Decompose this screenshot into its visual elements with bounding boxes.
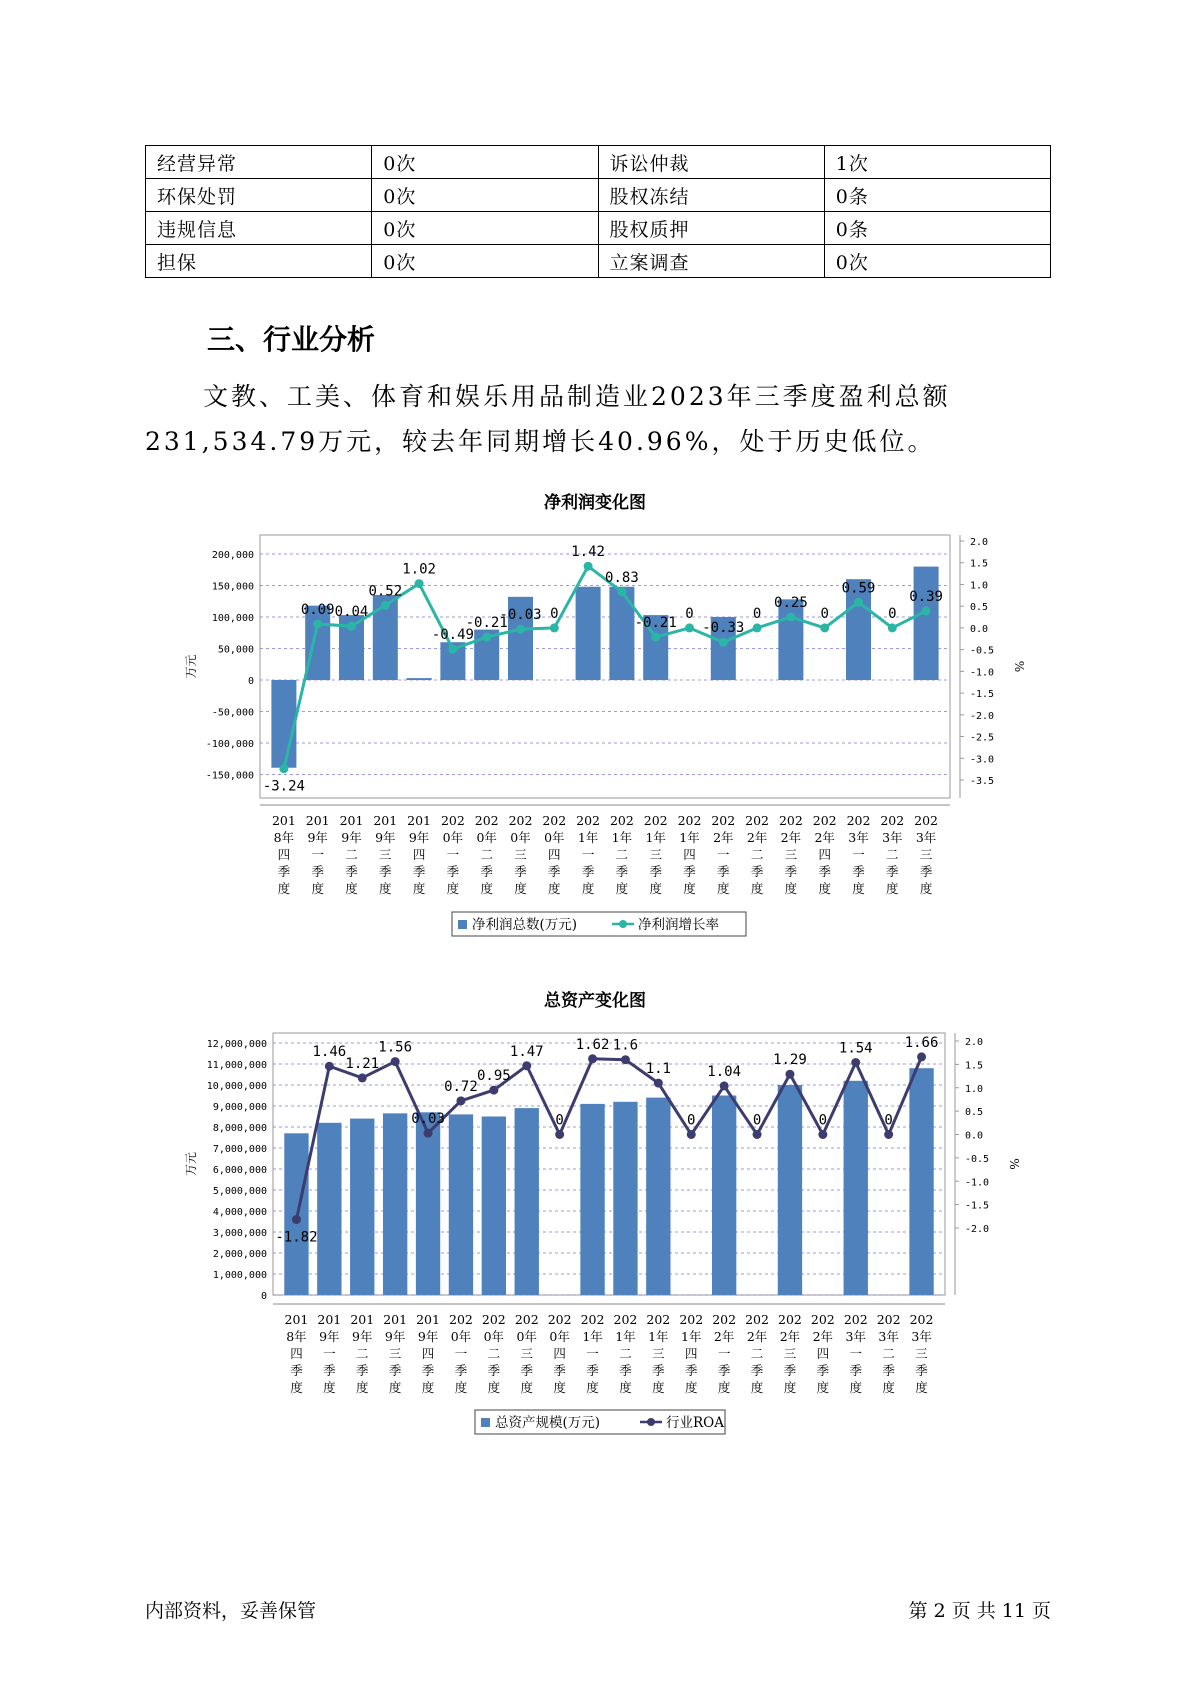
y-tick-label: -50,000: [211, 707, 254, 719]
data-label: 1.1: [645, 1061, 671, 1078]
x-tick-label: 201 8年四季度: [284, 1312, 309, 1395]
x-tick-label: 202 2年一季度: [711, 813, 736, 896]
bar: [383, 1113, 407, 1295]
risk-item-label: 股权质押: [598, 212, 824, 245]
total-assets-chart: [0, 978, 1191, 1448]
data-label: 1.02: [402, 561, 436, 578]
line-point: [685, 623, 694, 632]
risk-item-label: 立案调查: [598, 245, 824, 278]
risk-item-label: 担保: [146, 245, 372, 278]
line-point: [456, 1096, 465, 1105]
y-tick-label: -150,000: [205, 770, 254, 782]
legend-bar-label: 总资产规模(万元): [495, 1415, 601, 1431]
legend-line-label: 净利润增长率: [638, 917, 719, 933]
x-tick-label: 202 1年四季度: [679, 1312, 704, 1395]
x-tick-label: 202 0年三季度: [508, 813, 533, 896]
data-label: 0.52: [368, 583, 403, 600]
risk-item-value: 0次: [372, 212, 598, 245]
bar: [449, 1114, 473, 1295]
x-tick-label: 201 9年三季度: [383, 1312, 408, 1395]
line-point: [888, 623, 897, 632]
x-tick-label: 202 3年二季度: [880, 813, 905, 896]
bar: [271, 680, 296, 768]
x-tick-label: 202 3年三季度: [914, 813, 939, 896]
x-tick-label: 202 1年三季度: [643, 813, 668, 896]
x-tick-label: 202 2年四季度: [812, 813, 837, 896]
line-point: [687, 1130, 696, 1139]
y2-axis-label: %: [1012, 660, 1026, 673]
total-assets-chart-svg: [0, 978, 1191, 1448]
net-profit-chart: [0, 480, 1191, 950]
data-label: 1.66: [904, 1034, 939, 1051]
legend-line-marker: [647, 1418, 655, 1426]
risk-item-value: 0条: [824, 212, 1050, 245]
line-point: [482, 633, 491, 642]
data-label: 0.03: [411, 1111, 445, 1128]
line-point: [851, 1058, 860, 1067]
x-tick-label: 202 0年二季度: [481, 1312, 506, 1395]
y2-tick-label: -1.5: [970, 689, 995, 701]
footer-confidential-note: 内部资料，妥善保管: [145, 1600, 317, 1622]
data-label: 0: [884, 1112, 893, 1129]
y-tick-label: 0: [247, 676, 254, 687]
x-tick-label: 202 3年三季度: [909, 1312, 934, 1395]
bar: [712, 1096, 736, 1296]
y2-tick-label: -3.5: [970, 776, 995, 787]
y-tick-label: 12,000,000: [206, 1039, 267, 1050]
data-label: 0.83: [605, 569, 639, 586]
y2-tick-label: 1.5: [965, 1060, 984, 1072]
bar: [350, 1119, 374, 1295]
data-label: 0: [752, 1112, 762, 1129]
chart-title: 净利润变化图: [544, 493, 646, 513]
x-tick-label: 201 9年一季度: [317, 1312, 342, 1395]
line-point: [555, 1130, 564, 1139]
data-label: -0.03: [499, 607, 542, 624]
data-label: 0: [820, 605, 829, 622]
y2-tick-label: -1.0: [970, 667, 995, 679]
data-label: 0.95: [476, 1068, 511, 1085]
line-point: [347, 622, 356, 631]
x-tick-label: 202 1年二季度: [613, 1312, 638, 1395]
y-tick-label: 5,000,000: [212, 1186, 267, 1197]
line-point: [917, 1052, 926, 1061]
y-tick-label: 100,000: [211, 613, 254, 624]
bar: [909, 1068, 933, 1295]
line-point: [651, 633, 660, 642]
risk-item-value: 0次: [372, 179, 598, 212]
data-label: -0.33: [702, 620, 745, 637]
risk-item-label: 经营异常: [146, 146, 372, 179]
footer-page-number: 第 2 页 共 11 页: [908, 1600, 1051, 1622]
x-tick-label: 202 2年三季度: [778, 813, 803, 896]
risk-item-label: 违规信息: [146, 212, 372, 245]
y2-tick-label: 1.0: [970, 580, 989, 592]
chart-title: 总资产变化图: [544, 991, 646, 1011]
y-tick-label: 3,000,000: [212, 1228, 267, 1239]
data-label: 0: [818, 1112, 828, 1129]
x-tick-label: 202 0年三季度: [514, 1312, 539, 1395]
y2-tick-label: 2.0: [965, 1037, 984, 1048]
x-tick-label: 201 9年二季度: [339, 813, 364, 896]
bar: [778, 599, 803, 680]
net-profit-chart-svg: [0, 480, 1191, 950]
x-tick-label: 202 1年二季度: [609, 813, 634, 896]
y-tick-label: 6,000,000: [212, 1165, 267, 1176]
line-point: [292, 1215, 301, 1224]
bar: [482, 1117, 506, 1296]
x-tick-label: 202 1年四季度: [677, 813, 702, 896]
bar: [317, 1123, 341, 1295]
x-tick-label: 201 9年三季度: [373, 813, 398, 896]
line-point: [753, 1130, 762, 1139]
y-axis-label: 万元: [184, 654, 198, 679]
line-point: [550, 623, 559, 632]
risk-item-value: 0次: [372, 245, 598, 278]
bar: [407, 678, 432, 680]
line-point: [854, 598, 863, 607]
x-tick-label: 202 0年一季度: [449, 1312, 473, 1395]
line-point: [415, 579, 424, 588]
line-point: [720, 1081, 729, 1090]
bar: [914, 567, 939, 680]
x-tick-label: 202 3年一季度: [846, 813, 871, 896]
y-tick-label: -100,000: [205, 739, 254, 750]
y-tick-label: 7,000,000: [212, 1144, 267, 1155]
line-point: [279, 764, 288, 773]
bar: [613, 1102, 637, 1295]
x-tick-label: 202 1年一季度: [580, 1312, 605, 1395]
x-tick-label: 201 8年四季度: [271, 813, 296, 896]
line-point: [489, 1086, 498, 1095]
data-label: 0: [555, 1112, 564, 1129]
bar: [576, 587, 601, 680]
data-label: 0: [687, 1112, 696, 1129]
x-tick-label: 202 0年二季度: [474, 813, 499, 896]
y2-tick-label: 0.0: [970, 623, 989, 635]
y2-tick-label: 1.0: [965, 1083, 984, 1095]
legend-bar-swatch: [481, 1418, 490, 1427]
data-label: 1.47: [509, 1043, 544, 1060]
industry-analysis-paragraph: 文教、工美、体育和娱乐用品制造业2023年三季度盈利总额231,534.79万元，较去年同期增长40.96%，处于历史低位。: [145, 382, 951, 456]
data-label: 0: [888, 605, 897, 622]
x-tick-label: 202 0年四季度: [547, 1312, 572, 1395]
y-tick-label: 200,000: [211, 550, 254, 561]
x-tick-label: 201 9年四季度: [416, 1312, 440, 1395]
data-label: 1.04: [707, 1063, 742, 1080]
line-point: [588, 1054, 597, 1063]
bar: [515, 1108, 539, 1295]
data-label: 0: [550, 605, 559, 622]
legend-bar-label: 净利润总数(万元): [472, 917, 578, 933]
data-label: 1.42: [571, 544, 605, 561]
line-point: [786, 613, 795, 622]
line-point: [391, 1057, 400, 1066]
line-point: [584, 562, 593, 571]
line-point: [719, 638, 728, 647]
line-point: [358, 1073, 367, 1082]
x-tick-label: 202 2年二季度: [745, 813, 770, 896]
data-label: 0: [752, 605, 762, 622]
line-point: [424, 1129, 433, 1138]
data-label: -0.21: [634, 615, 677, 632]
line-point: [785, 1070, 794, 1079]
bar: [844, 1081, 868, 1295]
y-tick-label: 8,000,000: [212, 1123, 267, 1134]
risk-summary-table: [145, 145, 1051, 278]
legend-line-marker: [619, 920, 627, 928]
y-tick-label: 11,000,000: [206, 1060, 267, 1071]
y-tick-label: 1,000,000: [212, 1270, 267, 1281]
data-label: -1.82: [275, 1229, 318, 1246]
risk-item-label: 股权冻结: [598, 179, 824, 212]
legend-bar-swatch: [458, 920, 467, 929]
data-label: 0.59: [841, 580, 876, 597]
x-tick-label: 202 2年三季度: [778, 1312, 802, 1395]
risk-table-row: [146, 179, 1051, 212]
bar: [416, 1112, 440, 1295]
line-point: [654, 1079, 663, 1088]
bar: [580, 1104, 604, 1295]
y2-tick-label: -2.5: [970, 732, 995, 744]
x-tick-label: 202 3年一季度: [843, 1312, 868, 1395]
line-point: [522, 1061, 531, 1070]
x-tick-label: 202 0年四季度: [542, 813, 567, 896]
data-label: 1.62: [575, 1036, 610, 1053]
line-point: [617, 587, 626, 596]
data-label: 0: [685, 605, 694, 622]
line-point: [753, 623, 762, 632]
y-tick-label: 50,000: [217, 644, 254, 656]
risk-item-label: 诉讼仲裁: [598, 146, 824, 179]
legend-line-label: 行业ROA: [666, 1415, 724, 1431]
x-tick-label: 202 2年四季度: [810, 1312, 835, 1395]
x-tick-label: 202 3年二季度: [876, 1312, 901, 1395]
y2-tick-label: 0.5: [970, 602, 989, 614]
y2-tick-label: 0.5: [965, 1107, 984, 1119]
bar: [609, 587, 634, 680]
line-point: [381, 601, 390, 610]
line-point: [820, 623, 829, 632]
y-tick-label: 150,000: [211, 581, 254, 593]
data-label: 1.54: [838, 1040, 873, 1057]
data-label: 0.25: [774, 595, 808, 612]
line-point: [621, 1055, 630, 1064]
data-label: -0.21: [465, 615, 508, 632]
risk-table-row: [146, 146, 1051, 179]
y2-tick-label: 0.0: [965, 1130, 984, 1142]
risk-item-value: 1次: [824, 146, 1050, 179]
y-tick-label: 2,000,000: [212, 1249, 267, 1260]
bar: [646, 1098, 670, 1295]
data-label: 0.72: [444, 1078, 478, 1095]
line-point: [922, 606, 931, 615]
y2-tick-label: -0.5: [965, 1153, 990, 1165]
x-tick-label: 202 0年一季度: [440, 813, 465, 896]
x-tick-label: 201 9年一季度: [305, 813, 330, 896]
x-tick-label: 201 9年二季度: [350, 1312, 375, 1395]
risk-item-value: 0条: [824, 179, 1050, 212]
risk-table-row: [146, 245, 1051, 278]
line-point: [884, 1130, 893, 1139]
section-title: 三、行业分析: [207, 323, 376, 356]
y2-tick-label: -1.5: [965, 1200, 990, 1212]
data-label: 1.29: [773, 1052, 807, 1069]
data-label: -0.49: [431, 627, 474, 644]
y-tick-label: 4,000,000: [212, 1207, 267, 1218]
y-tick-label: 9,000,000: [212, 1102, 267, 1113]
data-label: 1.6: [612, 1037, 639, 1054]
risk-table-row: [146, 212, 1051, 245]
risk-item-value: 0次: [372, 146, 598, 179]
data-label: 0.04: [334, 604, 369, 621]
x-tick-label: 202 2年一季度: [712, 1312, 737, 1395]
y2-tick-label: -1.0: [965, 1177, 990, 1189]
x-tick-label: 202 1年三季度: [646, 1312, 671, 1395]
y2-axis-label: %: [1007, 1158, 1021, 1170]
y-tick-label: 10,000,000: [206, 1081, 267, 1092]
x-tick-label: 202 1年一季度: [576, 813, 601, 896]
line-point: [313, 619, 322, 628]
y2-tick-label: -2.0: [970, 710, 995, 722]
y2-tick-label: -2.0: [965, 1224, 990, 1235]
y2-tick-label: -0.5: [970, 645, 995, 657]
x-tick-label: 201 9年四季度: [407, 813, 432, 896]
y-tick-label: 0: [260, 1291, 267, 1302]
risk-item-label: 环保处罚: [146, 179, 372, 212]
data-label: 1.46: [312, 1044, 347, 1061]
y2-tick-label: 2.0: [970, 537, 989, 548]
line-point: [448, 645, 457, 654]
y2-tick-label: -3.0: [970, 754, 995, 766]
line-point: [325, 1062, 334, 1071]
line-point: [516, 625, 525, 634]
data-label: 1.56: [378, 1039, 413, 1056]
data-label: 0.09: [300, 601, 335, 618]
data-label: 0.39: [909, 588, 943, 605]
data-label: 1.21: [345, 1055, 380, 1072]
y-axis-label: 万元: [184, 1151, 198, 1177]
y2-tick-label: 1.5: [970, 558, 989, 570]
bar: [778, 1085, 802, 1295]
x-tick-label: 202 2年二季度: [745, 1312, 769, 1395]
risk-item-value: 0次: [824, 245, 1050, 278]
line-point: [818, 1130, 827, 1139]
data-label: -3.24: [262, 778, 305, 795]
